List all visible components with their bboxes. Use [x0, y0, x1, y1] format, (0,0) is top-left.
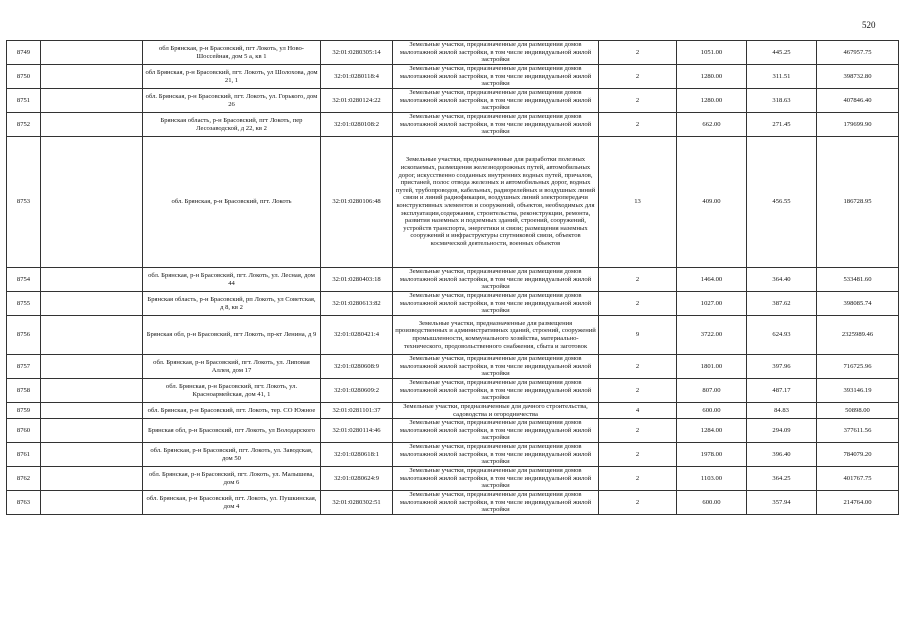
spacer-cell	[41, 403, 143, 419]
permitted-use-cell: Земельные участки, предназначенные для дачного строительства, садоводства и огородничества	[393, 403, 599, 419]
cadastral-value-cell: 401767.75	[817, 467, 899, 491]
table-row	[7, 316, 899, 355]
use-group-cell: 2	[599, 355, 677, 379]
permitted-use-cell: Земельные участки, предназначенные для размещения домов малоэтажной жилой застройки, в том числе индивидуальной жилой застройки	[393, 65, 599, 89]
table-row	[7, 41, 899, 65]
row-number: 8763	[7, 491, 41, 515]
cadastral-value-cell: 533481.60	[817, 268, 899, 292]
address-cell: обл. Брянская, р-н Брасовский, пгт. Локоть, ул. Пушкинская, дом 4	[143, 491, 321, 515]
use-group-cell: 13	[599, 137, 677, 268]
address-cell: Брянская обл, р-н Брасовский, пгт Локоть, пр-кт Ленина, д 9	[143, 316, 321, 355]
row-number: 8754	[7, 268, 41, 292]
address-cell: обл Брянская, р-н Брасовский, пгт Локоть, ул Ново-Шоссейная, дом 5 а, кв 1	[143, 41, 321, 65]
spacer-cell	[41, 355, 143, 379]
cadastral-number-cell: 32:01:0280305:14	[321, 41, 393, 65]
spacer-cell	[41, 89, 143, 113]
page-number: 520	[862, 20, 876, 30]
address-cell: обл. Брянская, р-н Брасовский, пгт. Локоть, ул. Липовая Аллея, дом 17	[143, 355, 321, 379]
cadastral-value-cell: 179699.90	[817, 113, 899, 137]
spacer-cell	[41, 292, 143, 316]
area-cell: 1280.00	[677, 89, 747, 113]
row-number: 8762	[7, 467, 41, 491]
use-group-cell: 2	[599, 491, 677, 515]
use-group-cell: 2	[599, 292, 677, 316]
permitted-use-cell: Земельные участки, предназначенные для размещения домов малоэтажной жилой застройки, в том числе индивидуальной жилой застройки	[393, 113, 599, 137]
use-group-cell: 2	[599, 419, 677, 443]
row-number: 8750	[7, 65, 41, 89]
cadastral-value-cell: 214764.00	[817, 491, 899, 515]
cadastral-value-cell: 784079.20	[817, 443, 899, 467]
cadastral-value-cell: 50898.00	[817, 403, 899, 419]
table-row	[7, 467, 899, 491]
specific-value-cell: 318.63	[747, 89, 817, 113]
use-group-cell: 2	[599, 113, 677, 137]
spacer-cell	[41, 137, 143, 268]
cadastral-number-cell: 32:01:0280609:2	[321, 379, 393, 403]
cadastral-number-cell: 32:01:0280608:9	[321, 355, 393, 379]
specific-value-cell: 311.51	[747, 65, 817, 89]
area-cell: 1103.00	[677, 467, 747, 491]
cadastral-value-cell: 393146.19	[817, 379, 899, 403]
spacer-cell	[41, 419, 143, 443]
area-cell: 3722.00	[677, 316, 747, 355]
permitted-use-cell: Земельные участки, предназначенные для размещения домов малоэтажной жилой застройки, в том числе индивидуальной жилой застройки	[393, 379, 599, 403]
cadastral-value-cell: 186728.95	[817, 137, 899, 268]
specific-value-cell: 445.25	[747, 41, 817, 65]
address-cell: обл. Брянская, р-н Брасовский, пгт. Локоть, ул. Заводская, дом 50	[143, 443, 321, 467]
cadastral-number-cell: 32:01:0280613:82	[321, 292, 393, 316]
table-row	[7, 491, 899, 515]
cadastral-number-cell: 32:01:0280108:2	[321, 113, 393, 137]
address-cell: обл. Брянская, р-н Брасовский, пгт. Локоть, ул. Лесная, дом 44	[143, 268, 321, 292]
area-cell: 409.00	[677, 137, 747, 268]
area-cell: 1284.00	[677, 419, 747, 443]
cadastral-number-cell: 32:01:0280114:46	[321, 419, 393, 443]
cadastral-value-cell: 398085.74	[817, 292, 899, 316]
spacer-cell	[41, 491, 143, 515]
use-group-cell: 2	[599, 467, 677, 491]
permitted-use-cell: Земельные участки, предназначенные для размещения домов малоэтажной жилой застройки, в том числе индивидуальной жилой застройки	[393, 89, 599, 113]
row-number: 8751	[7, 89, 41, 113]
area-cell: 807.00	[677, 379, 747, 403]
table-row	[7, 268, 899, 292]
spacer-cell	[41, 65, 143, 89]
address-cell: Брянская область, р-н Брасовский, рп Локоть, ул Советская, д 8, кв 2	[143, 292, 321, 316]
use-group-cell: 2	[599, 268, 677, 292]
spacer-cell	[41, 316, 143, 355]
specific-value-cell: 364.40	[747, 268, 817, 292]
permitted-use-cell: Земельные участки, предназначенные для размещения домов малоэтажной жилой застройки, в том числе индивидуальной жилой застройки	[393, 355, 599, 379]
cadastral-number-cell: 32:01:0280124:22	[321, 89, 393, 113]
area-cell: 662.00	[677, 113, 747, 137]
cadastral-value-cell: 407846.40	[817, 89, 899, 113]
permitted-use-cell: Земельные участки, предназначенные для размещения производственных и административных зданий, строений, сооружений промышленности, коммунального хозяйства, материально-технического, продовольственного снабжения, сбыта и заготовок	[393, 316, 599, 355]
table-row	[7, 379, 899, 403]
area-cell: 1027.00	[677, 292, 747, 316]
specific-value-cell: 487.17	[747, 379, 817, 403]
spacer-cell	[41, 113, 143, 137]
specific-value-cell: 456.55	[747, 137, 817, 268]
specific-value-cell: 624.93	[747, 316, 817, 355]
table-row	[7, 137, 899, 268]
permitted-use-cell: Земельные участки, предназначенные для разработки полезных ископаемых, размещения железнодорожных путей, автомобильных дорог, искусственно созданных внутренних водных путей, причалов, пристаней, полос отвода железных и автомобильных дорог, водных путей, трубопроводов, кабельных, радиорелейных и воздушных линий связи и линий радиофикации, воздушных линий электропередачи конструктивных элементов и сооружений, объектов, необходимых для эксплуатации,содержания, строительства, реконструкции, ремонта, развития наземных и подземных зданий, строений, сооружений, устройств транспорта, энергетики и связи; размещения наземных сооружений и инфраструктуры спутниковой связи, объектов космической деятельности, военных объектов	[393, 137, 599, 268]
row-number: 8759	[7, 403, 41, 419]
cadastral-value-cell: 467957.75	[817, 41, 899, 65]
address-cell: обл. Брянская, р-н Брасовский, пгт. Локоть, ул. Красноармейская, дом 41, 1	[143, 379, 321, 403]
specific-value-cell: 357.94	[747, 491, 817, 515]
specific-value-cell: 364.25	[747, 467, 817, 491]
permitted-use-cell: Земельные участки, предназначенные для размещения домов малоэтажной жилой застройки, в том числе индивидуальной жилой застройки	[393, 268, 599, 292]
address-cell: обл Брянская, р-н Брасовский, пгт. Локоть, ул Шолохова, дом 21, 1	[143, 65, 321, 89]
table-row	[7, 65, 899, 89]
use-group-cell: 2	[599, 41, 677, 65]
row-number: 8749	[7, 41, 41, 65]
specific-value-cell: 396.40	[747, 443, 817, 467]
use-group-cell: 2	[599, 89, 677, 113]
specific-value-cell: 397.96	[747, 355, 817, 379]
row-number: 8755	[7, 292, 41, 316]
land-registry-table	[6, 40, 899, 515]
use-group-cell: 2	[599, 65, 677, 89]
permitted-use-cell: Земельные участки, предназначенные для размещения домов малоэтажной жилой застройки, в том числе индивидуальной жилой застройки	[393, 419, 599, 443]
row-number: 8760	[7, 419, 41, 443]
table-row	[7, 113, 899, 137]
table-row	[7, 403, 899, 419]
use-group-cell: 9	[599, 316, 677, 355]
specific-value-cell: 387.62	[747, 292, 817, 316]
cadastral-value-cell: 2325989.46	[817, 316, 899, 355]
cadastral-number-cell: 32:01:0280118:4	[321, 65, 393, 89]
row-number: 8758	[7, 379, 41, 403]
row-number: 8753	[7, 137, 41, 268]
table-row	[7, 419, 899, 443]
cadastral-number-cell: 32:01:0280618:1	[321, 443, 393, 467]
row-number: 8752	[7, 113, 41, 137]
permitted-use-cell: Земельные участки, предназначенные для размещения домов малоэтажной жилой застройки, в том числе индивидуальной жилой застройки	[393, 292, 599, 316]
cadastral-number-cell: 32:01:0280106:48	[321, 137, 393, 268]
specific-value-cell: 294.09	[747, 419, 817, 443]
table-row	[7, 355, 899, 379]
row-number: 8757	[7, 355, 41, 379]
address-cell: Брянская область, р-н Брасовский, пгт Локоть, пер Лесозаводской, д 22, кв 2	[143, 113, 321, 137]
area-cell: 600.00	[677, 403, 747, 419]
area-cell: 1801.00	[677, 355, 747, 379]
table-row	[7, 89, 899, 113]
cadastral-number-cell: 32:01:0280421:4	[321, 316, 393, 355]
cadastral-number-cell: 32:01:0280624:9	[321, 467, 393, 491]
row-number: 8756	[7, 316, 41, 355]
cadastral-value-cell: 377611.56	[817, 419, 899, 443]
area-cell: 1978.00	[677, 443, 747, 467]
address-cell: Брянская обл, р-н Брасовский, пгт Локоть, ул Володарского	[143, 419, 321, 443]
spacer-cell	[41, 467, 143, 491]
address-cell: обл. Брянская, р-н Брасовский, пгт. Локоть, ул. Малышева, дом 6	[143, 467, 321, 491]
area-cell: 1051.00	[677, 41, 747, 65]
spacer-cell	[41, 41, 143, 65]
spacer-cell	[41, 268, 143, 292]
use-group-cell: 4	[599, 403, 677, 419]
permitted-use-cell: Земельные участки, предназначенные для размещения домов малоэтажной жилой застройки, в том числе индивидуальной жилой застройки	[393, 443, 599, 467]
use-group-cell: 2	[599, 443, 677, 467]
specific-value-cell: 271.45	[747, 113, 817, 137]
spacer-cell	[41, 443, 143, 467]
area-cell: 600.00	[677, 491, 747, 515]
permitted-use-cell: Земельные участки, предназначенные для размещения домов малоэтажной жилой застройки, в том числе индивидуальной жилой застройки	[393, 467, 599, 491]
table-row	[7, 443, 899, 467]
row-number: 8761	[7, 443, 41, 467]
cadastral-number-cell: 32:01:0280403:18	[321, 268, 393, 292]
address-cell: обл. Брянская, р-н Брасовский, пгт. Локоть, тер. СО Южное	[143, 403, 321, 419]
address-cell: обл. Брянская, р-н Брасовский, пгт. Локоть, ул. Горького, дом 26	[143, 89, 321, 113]
area-cell: 1280.00	[677, 65, 747, 89]
cadastral-number-cell: 32:01:0280302:51	[321, 491, 393, 515]
use-group-cell: 2	[599, 379, 677, 403]
permitted-use-cell: Земельные участки, предназначенные для размещения домов малоэтажной жилой застройки, в том числе индивидуальной жилой застройки	[393, 491, 599, 515]
cadastral-value-cell: 398732.80	[817, 65, 899, 89]
cadastral-number-cell: 32:01:0281101:37	[321, 403, 393, 419]
specific-value-cell: 84.83	[747, 403, 817, 419]
address-cell: обл. Брянская, р-н Брасовский, пгт. Локоть	[143, 137, 321, 268]
cadastral-value-cell: 716725.96	[817, 355, 899, 379]
spacer-cell	[41, 379, 143, 403]
area-cell: 1464.00	[677, 268, 747, 292]
permitted-use-cell: Земельные участки, предназначенные для размещения домов малоэтажной жилой застройки, в том числе индивидуальной жилой застройки	[393, 41, 599, 65]
table-row	[7, 292, 899, 316]
